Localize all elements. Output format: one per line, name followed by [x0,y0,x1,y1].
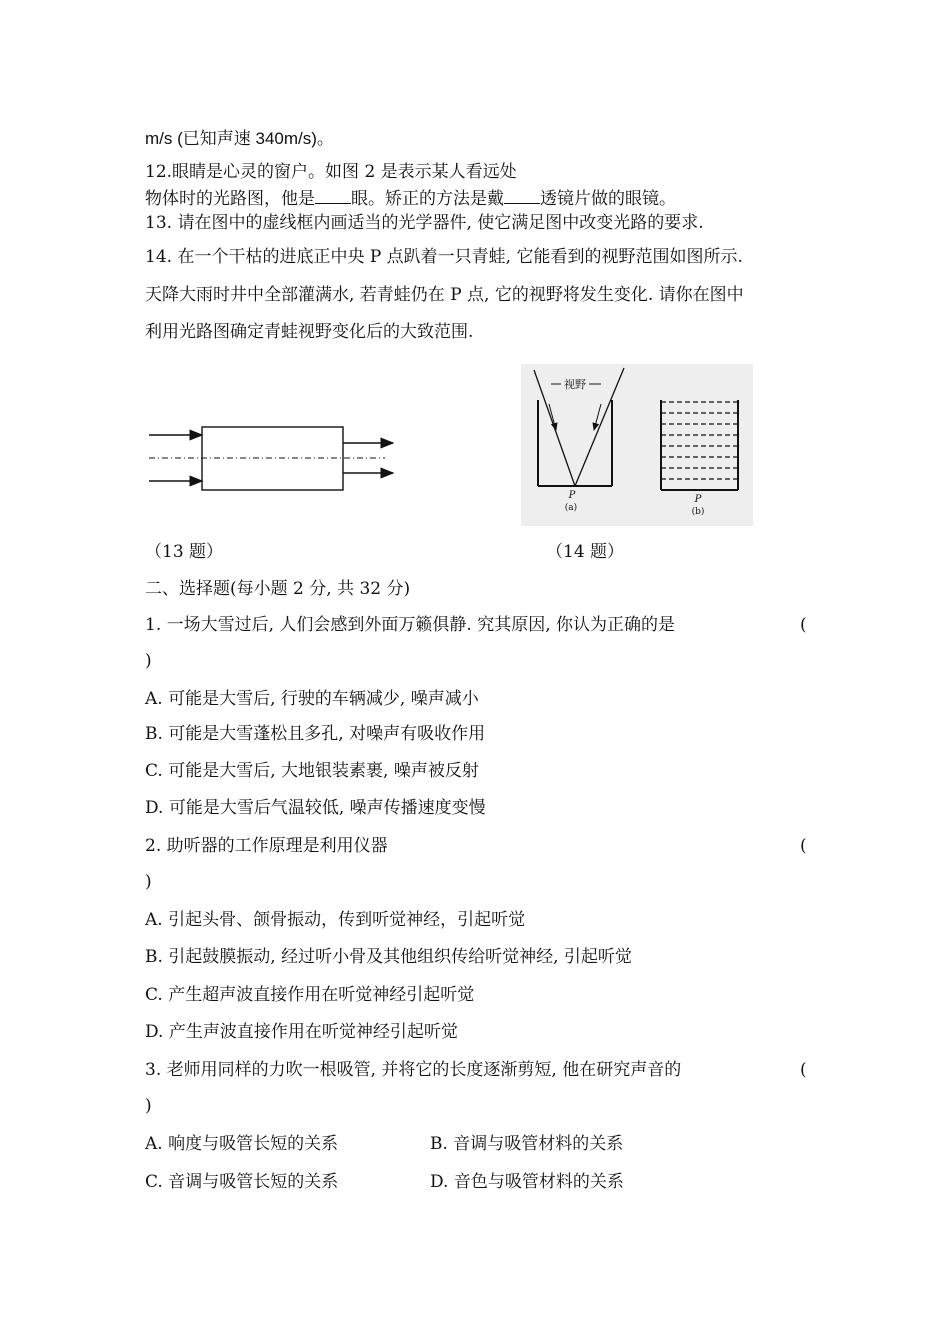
answer-paren-open-2[interactable]: ( [800,836,807,856]
label-a: (a) [564,503,578,513]
q14-line3: 利用光路图确定青蛙视野变化后的大致范围. [145,322,474,342]
q13-text: 13. 请在图中的虚线框内画适当的光学器件, 使它满足图中改变光路的要求. [145,213,704,233]
answer-paren-close-1: ) [145,651,152,671]
label-p-b: P [694,494,702,505]
answer-paren-close-2: ) [145,872,152,892]
mc3-option-b: B. 音调与吸管材料的关系 [430,1134,624,1154]
figure-13-optics-box [145,415,405,495]
answer-blank-1[interactable] [315,187,351,204]
section2-title: 二、选择题(每小题 2 分, 共 32 分) [145,579,411,599]
mc3-option-d: D. 音色与吸管材料的关系 [430,1172,624,1192]
label-b: (b) [691,507,705,517]
label-view: 视野 [564,378,586,391]
q12-line2 [145,187,676,210]
q14-line2: 天降大雨时井中全部灌满水, 若青蛙仍在 P 点, 它的视野将发生变化. 请你在图中 [145,285,744,305]
water-lines [661,402,738,479]
answer-paren-open-3[interactable]: ( [800,1060,807,1080]
answer-blank-2[interactable] [504,187,540,204]
mc1-stem: 1. 一场大雪过后, 人们会感到外面万籁俱静. 究其原因, 你认为正确的是 [145,615,676,635]
caption-fig14: （14 题） [546,542,625,562]
mc1-option-b: B. 可能是大雪蓬松且多孔, 对噪声有吸收作用 [145,724,486,744]
mc1-option-a: A. 可能是大雪后, 行驶的车辆减少, 噪声减小 [145,689,479,709]
mc1-option-c: C. 可能是大雪后, 大地银装素裹, 噪声被反射 [145,761,479,781]
caption-fig13: （13 题） [145,542,224,562]
mc1-option-d: D. 可能是大雪后气温较低, 噪声传播速度变慢 [145,798,486,818]
mc2-stem: 2. 助听器的工作原理是利用仪器 [145,836,388,856]
mc2-option-b: B. 引起鼓膜振动, 经过听小骨及其他组织传给听觉神经, 引起听觉 [145,947,632,967]
mc2-option-a: A. 引起头骨、颌骨振动，传到听觉神经，引起听觉 [145,910,526,930]
mc3-stem: 3. 老师用同样的力吹一根吸管, 并将它的长度逐渐剪短, 他在研究声音的 [145,1060,682,1080]
mc3-option-a: A. 响度与吸管长短的关系 [145,1134,339,1154]
q12-text-a: 物体时的光路图，他是 [145,189,315,209]
q11-tail: m/s (已知声速 340m/s)。 [145,129,334,148]
answer-paren-open-1[interactable]: ( [800,615,807,635]
mc2-option-c: C. 产生超声波直接作用在听觉神经引起听觉 [145,985,475,1005]
q12-line1: 12.眼睛是心灵的窗户。如图 2 是表示某人看远处 [145,162,517,182]
figure-14-frog-well [521,364,753,526]
mc3-option-c: C. 音调与吸管长短的关系 [145,1172,339,1192]
q14-line1: 14. 在一个干枯的进底正中央 P 点趴着一只青蛙, 它能看到的视野范围如图所示. [145,247,743,267]
q12-text-b: 眼。矫正的方法是戴 [351,189,504,209]
q12-text-c: 透镜片做的眼镜。 [540,189,676,209]
mc2-option-d: D. 产生声波直接作用在听觉神经引起听觉 [145,1022,458,1042]
answer-paren-close-3: ) [145,1096,152,1116]
label-p-a: P [568,490,576,501]
